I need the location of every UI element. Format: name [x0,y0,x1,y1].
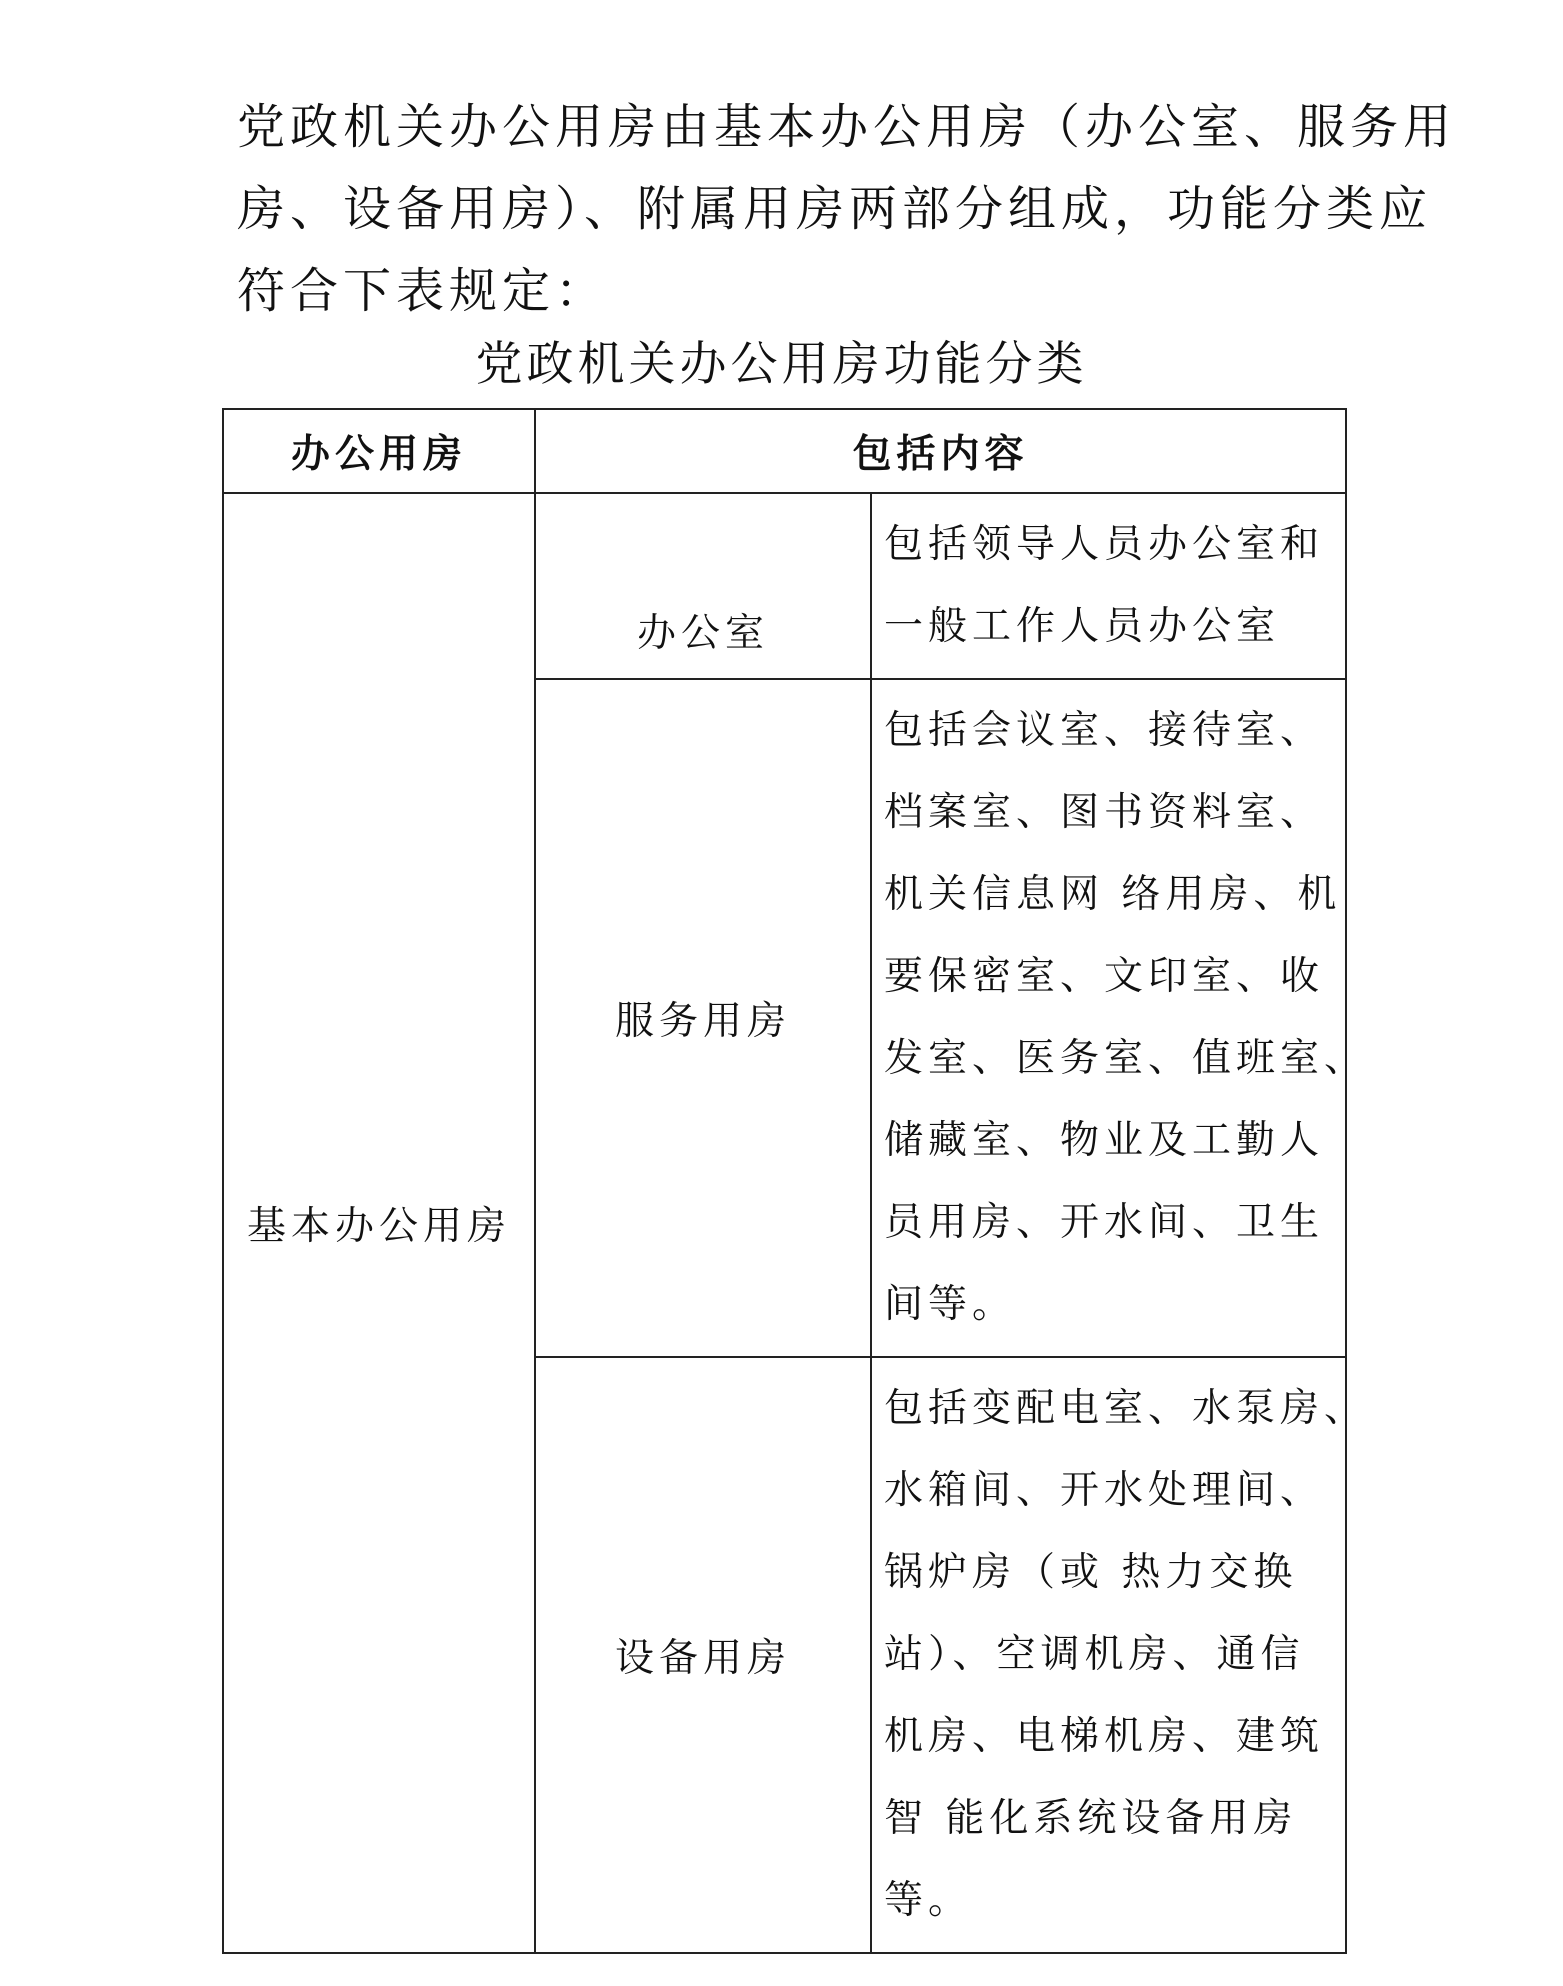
description-line: 包括会议室、接待室、 [884,708,1325,753]
category-office: 办公室 [535,493,871,679]
description-equipment-rooms [871,1357,1369,1953]
intro-line: 党政机关办公用房由基本办公用房（办公室、服务用 [237,99,1457,155]
description-line: 间等。 [884,1282,1017,1327]
table-header-row [223,409,1346,493]
category-service-rooms: 服务用房 [535,679,871,1357]
table-row [223,493,1346,679]
description-line: 机关信息网 络用房、机 [884,872,1342,917]
description-line: 一般工作人员办公室 [884,604,1281,649]
category-equipment-rooms: 设备用房 [535,1357,871,1953]
description-line: 储藏室、物业及工勤人 [884,1118,1325,1163]
intro-line: 符合下表规定： [237,263,609,319]
description-service-rooms [871,679,1369,1357]
description-line: 机房、电梯机房、建筑 [884,1714,1325,1759]
description-line: 锅炉房（或 热力交换 [884,1550,1298,1595]
header-office-space: 办公用房 [223,409,535,493]
intro-line: 房、设备用房）、附属用房两部分组成，功能分类应 [237,181,1433,237]
description-line: 员用房、开水间、卫生 [884,1200,1325,1245]
intro-paragraph [237,86,1457,332]
description-line: 水箱间、开水处理间、 [884,1468,1325,1513]
description-office [871,493,1346,679]
description-line: 智 能化系统设备用房 [884,1796,1298,1841]
description-line: 站）、空调机房、通信 [884,1632,1305,1677]
description-line: 包括变配电室、水泵房、 [884,1386,1369,1431]
group-basic-office-space: 基本办公用房 [223,493,535,1953]
header-contents: 包括内容 [535,409,1346,493]
table-caption: 党政机关办公用房功能分类 [475,337,1088,392]
description-line: 要保密室、文印室、收 [884,954,1325,999]
description-line: 等。 [884,1878,973,1923]
description-line: 包括领导人员办公室和 [884,522,1325,567]
description-line: 档案室、图书资料室、 [884,790,1325,835]
function-classification-table [222,408,1369,1954]
description-line: 发室、医务室、值班室、 [884,1036,1369,1081]
